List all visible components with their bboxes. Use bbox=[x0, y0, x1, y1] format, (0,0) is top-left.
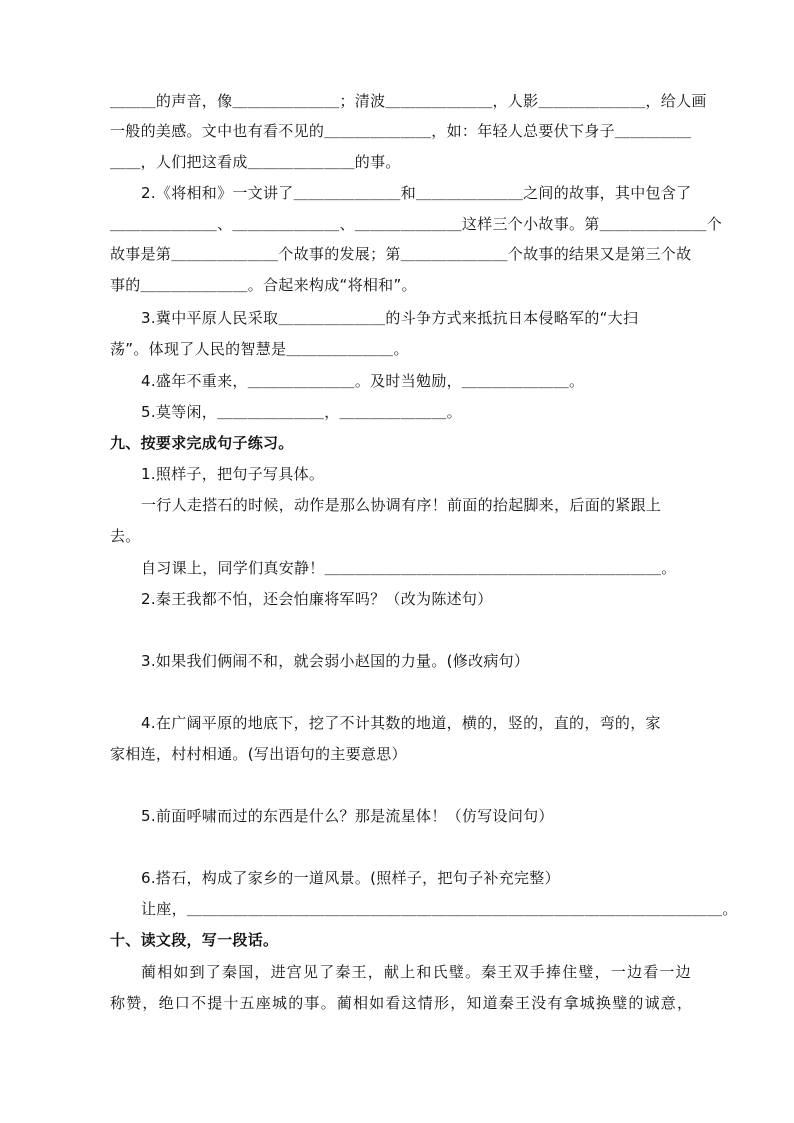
fill-in-q5: 5.莫等闲，＿＿＿＿＿＿＿，＿＿＿＿＿＿＿。 bbox=[141, 403, 462, 421]
section10-passage-line1: 蔺相如到了秦国，进宫见了秦王，献上和氏璧。秦王双手捧住璧，一边看一边 bbox=[141, 963, 692, 981]
fill-in-q2-line4: 事的＿＿＿＿＿＿＿。合起来构成“将相和”。 bbox=[110, 276, 417, 294]
fill-in-q1-continuation-line3: ＿＿，人们把这看成＿＿＿＿＿＿＿的事。 bbox=[110, 153, 401, 171]
fill-in-q1-continuation-line2: 一般的美感。文中也有看不见的＿＿＿＿＿＿＿，如：年轻人总要伏下身子＿＿＿＿＿ bbox=[110, 122, 692, 140]
fill-in-q2-line1: 2.《将相和》一文讲了＿＿＿＿＿＿＿和＿＿＿＿＿＿＿之间的故事，其中包含了 bbox=[141, 184, 692, 202]
section9-q3: 3.如果我们俩闹不和，就会弱小赵国的力量。(修改病句） bbox=[141, 652, 530, 670]
section9-q1: 1.照样子，把句子写具体。 bbox=[141, 465, 325, 483]
section9-q5: 5.前面呼啸而过的东西是什么？那是流星体！（仿写设问句） bbox=[141, 807, 554, 825]
fill-in-q3-line1: 3.冀中平原人民采取＿＿＿＿＿＿＿的斗争方式来抵抗日本侵略军的“大扫 bbox=[141, 309, 639, 327]
fill-in-q3-line2: 荡”。体现了人民的智慧是＿＿＿＿＿＿＿。 bbox=[110, 340, 409, 358]
section10-passage-line2: 称赞，绝口不提十五座城的事。蔺相如看这情形，知道秦王没有拿城换璧的诚意， bbox=[110, 994, 694, 1012]
section9-q1-task: 自习课上，同学们真安静！＿＿＿＿＿＿＿＿＿＿＿＿＿＿＿＿＿＿＿＿＿＿。 bbox=[141, 559, 677, 577]
section9-q6: 6.搭石，构成了家乡的一道风景。(照样子，把句子补充完整） bbox=[141, 869, 560, 887]
fill-in-q2-line3: 故事是第＿＿＿＿＿＿＿个故事的发展；第＿＿＿＿＿＿＿个故事的结果又是第三个故 bbox=[110, 245, 692, 263]
section9-q4-line1: 4.在广阔平原的地底下，挖了不计其数的地道，横的，竖的，直的，弯的，家 bbox=[141, 714, 661, 732]
section9-q4-line2: 家相连，村村相通。(写出语句的主要意思） bbox=[110, 745, 407, 763]
section9-q1-example-line2: 去。 bbox=[110, 527, 141, 545]
section9-q1-example-line1: 一行人走搭石的时候，动作是那么协调有序！前面的抬起脚来，后面的紧跟上 bbox=[141, 496, 662, 514]
fill-in-q1-continuation-line1: ＿＿＿的声音，像＿＿＿＿＿＿＿；清波＿＿＿＿＿＿＿，人影＿＿＿＿＿＿＿，给人画 bbox=[110, 92, 707, 110]
section9-heading: 九、按要求完成句子练习。 bbox=[110, 434, 294, 452]
section9-q2: 2.秦王我都不怕，还会怕廉将军吗？（改为陈述句） bbox=[141, 590, 493, 608]
section9-q6-task: 让座，＿＿＿＿＿＿＿＿＿＿＿＿＿＿＿＿＿＿＿＿＿＿＿＿＿＿＿＿＿＿＿＿＿＿＿。 bbox=[141, 900, 738, 918]
fill-in-q4: 4.盛年不重来，＿＿＿＿＿＿＿。及时当勉励，＿＿＿＿＿＿＿。 bbox=[141, 372, 585, 390]
section10-heading: 十、读文段，写一段话。 bbox=[110, 931, 279, 949]
fill-in-q2-line2: ＿＿＿＿＿＿＿、＿＿＿＿＿＿＿、＿＿＿＿＿＿＿这样三个小故事。第＿＿＿＿＿＿＿个 bbox=[110, 215, 723, 233]
